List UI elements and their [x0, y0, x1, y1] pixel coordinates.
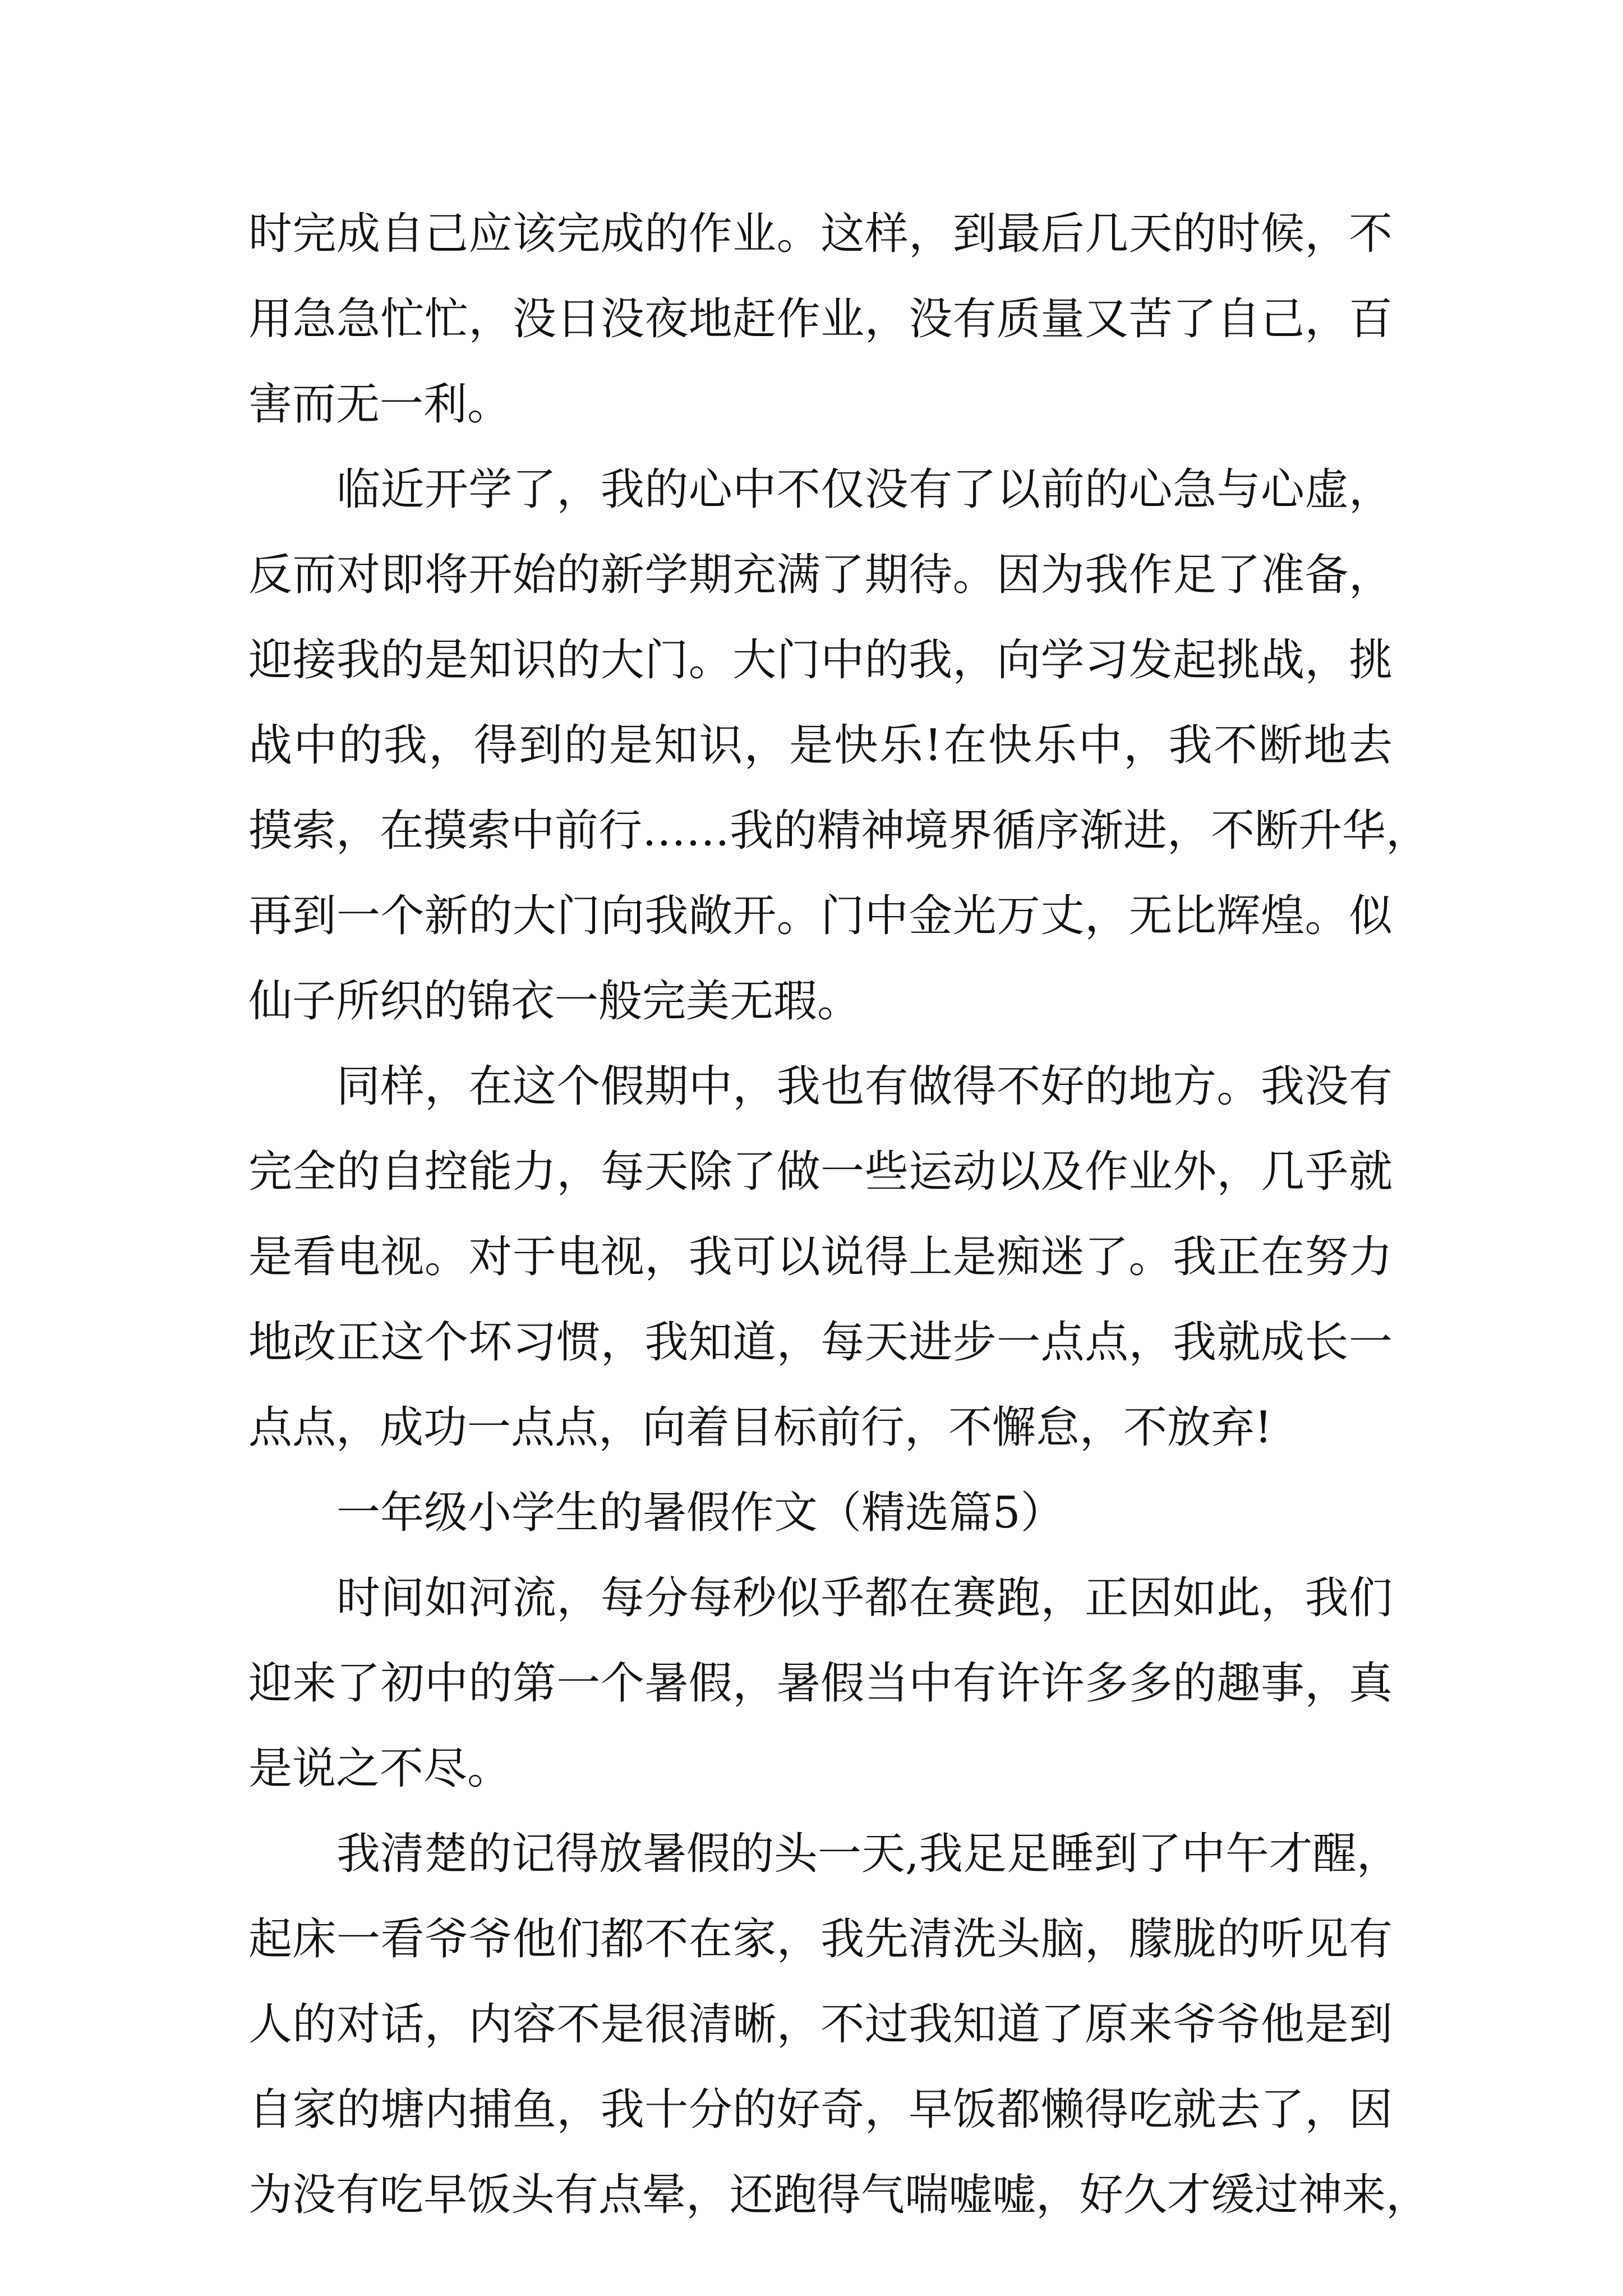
text-line: 完全的自控能力，每天除了做一些运动以及作业外，几乎就 — [248, 1147, 1393, 1197]
text-line: 再到一个新的大门向我敞开。门中金光万丈，无比辉煌。似 — [248, 891, 1393, 941]
paragraph-first-line: 我清楚的记得放暑假的头一天,我足足睡到了中午才醒， — [336, 1829, 1400, 1879]
text-line: 迎来了初中的第一个暑假，暑假当中有许许多多的趣事，真 — [248, 1658, 1393, 1709]
text-line: 地改正这个坏习惯，我知道，每天进步一点点，我就成长一 — [248, 1317, 1393, 1368]
text-line: 摸索，在摸索中前行……我的精神境界循序渐进，不断升华， — [248, 806, 1430, 856]
text-line: 起床一看爷爷他们都不在家，我先清洗头脑，朦胧的听见有 — [248, 1914, 1393, 1964]
paragraph-first-line: 时间如河流，每分每秒似乎都在赛跑，正因如此，我们 — [336, 1573, 1393, 1623]
text-line: 自家的塘内捕鱼，我十分的好奇，早饭都懒得吃就去了，因 — [248, 2085, 1393, 2135]
text-line: 人的对话，内容不是很清晰，不过我知道了原来爷爷他是到 — [248, 1999, 1393, 2050]
text-line: 是说之不尽。 — [248, 1743, 511, 1794]
text-line: 战中的我，得到的是知识，是快乐!在快乐中，我不断地去 — [248, 720, 1393, 771]
text-line: 害而无一利。 — [248, 379, 511, 430]
text-line: 时完成自己应该完成的作业。这样，到最后几天的时候，不 — [248, 209, 1393, 259]
section-heading: 一年级小学生的暑假作文（精选篇5） — [336, 1488, 1064, 1538]
text-line: 反而对即将开始的新学期充满了期待。因为我作足了准备， — [248, 550, 1393, 600]
text-line: 仙子所织的锦衣一般完美无瑕。 — [248, 976, 861, 1027]
text-line: 为没有吃早饭头有点晕，还跑得气喘嘘嘘，好久才缓过神来， — [248, 2170, 1430, 2220]
text-line: 是看电视。对于电视，我可以说得上是痴迷了。我正在努力 — [248, 1232, 1393, 1282]
paragraph-first-line: 临近开学了，我的心中不仅没有了以前的心急与心虚， — [336, 464, 1393, 515]
text-line: 迎接我的是知识的大门。大门中的我，向学习发起挑战，挑 — [248, 635, 1393, 685]
text-line: 点点，成功一点点，向着目标前行，不懈怠，不放弃! — [248, 1402, 1272, 1453]
text-line: 用急急忙忙，没日没夜地赶作业，没有质量又苦了自己，百 — [248, 294, 1393, 344]
paragraph-first-line: 同样，在这个假期中，我也有做得不好的地方。我没有 — [336, 1061, 1393, 1112]
